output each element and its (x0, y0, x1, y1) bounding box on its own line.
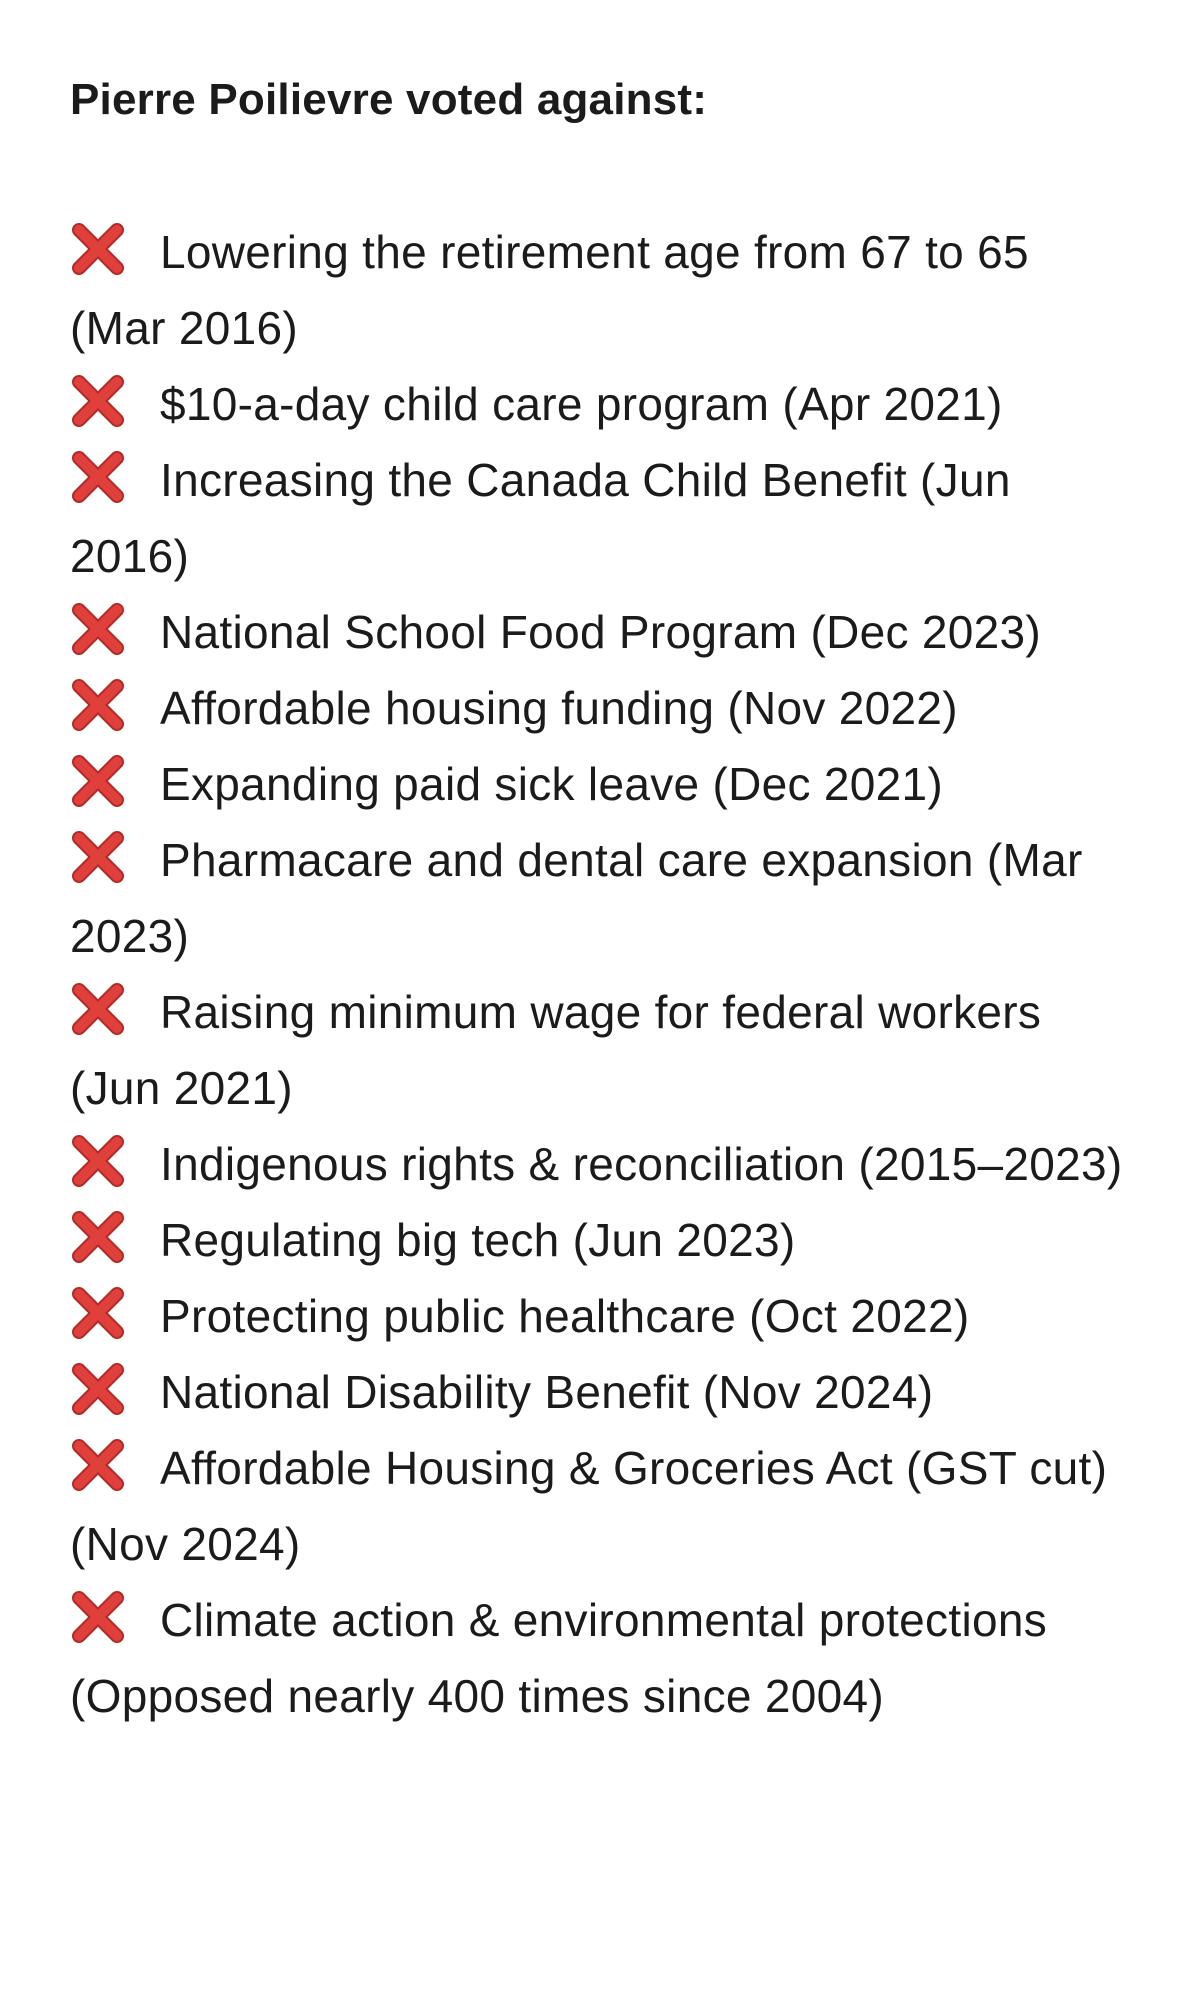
list-item-text: Regulating big tech (Jun 2023) (160, 1214, 796, 1266)
list-item (70, 670, 1130, 746)
list-item-text: National School Food Program (Dec 2023) (160, 606, 1042, 658)
list-item-text: Affordable Housing & Groceries Act (GST cut) (Nov 2024) (70, 1442, 1108, 1570)
list-item (70, 594, 1130, 670)
list-item (70, 746, 1130, 822)
list-item-text: Raising minimum wage for federal workers (Jun 2021) (70, 986, 1042, 1114)
list-item (70, 1582, 1130, 1734)
list-item (70, 1430, 1130, 1582)
cross-mark-icon (70, 1437, 126, 1493)
list-item-text: Climate action & environmental protections (Opposed nearly 400 times since 2004) (70, 1594, 1048, 1722)
list-item-text: Pharmacare and dental care expansion (Mar 2023) (70, 834, 1083, 962)
list-item-text: Increasing the Canada Child Benefit (Jun 2016) (70, 454, 1011, 582)
list-item-text: Lowering the retirement age from 67 to 65 (Mar 2016) (70, 226, 1029, 354)
cross-mark-icon (70, 221, 126, 277)
cross-mark-icon (70, 1133, 126, 1189)
cross-mark-icon (70, 1209, 126, 1265)
list-item (70, 1202, 1130, 1278)
cross-mark-icon (70, 753, 126, 809)
cross-mark-icon (70, 829, 126, 885)
vote-list (70, 214, 1130, 1734)
cross-mark-icon (70, 981, 126, 1037)
cross-mark-icon (70, 601, 126, 657)
list-item-text: Affordable housing funding (Nov 2022) (160, 682, 958, 734)
cross-mark-icon (70, 677, 126, 733)
list-item (70, 1354, 1130, 1430)
cross-mark-icon (70, 449, 126, 505)
post-body (70, 62, 1130, 1734)
list-item-text: Expanding paid sick leave (Dec 2021) (160, 758, 944, 810)
list-item (70, 822, 1130, 974)
cross-mark-icon (70, 1361, 126, 1417)
list-item (70, 442, 1130, 594)
blank-line (70, 138, 1130, 214)
cross-mark-icon (70, 1285, 126, 1341)
list-item-text: Protecting public healthcare (Oct 2022) (160, 1290, 970, 1342)
list-item-text: Indigenous rights & reconciliation (2015–2023) (160, 1138, 1123, 1190)
list-item (70, 1126, 1130, 1202)
list-item (70, 1278, 1130, 1354)
heading: Pierre Poilievre voted against: (70, 75, 708, 124)
list-item-text: National Disability Benefit (Nov 2024) (160, 1366, 934, 1418)
cross-mark-icon (70, 373, 126, 429)
list-item (70, 366, 1130, 442)
cross-mark-icon (70, 1589, 126, 1645)
list-item (70, 974, 1130, 1126)
list-item-text: $10-a-day child care program (Apr 2021) (160, 378, 1003, 430)
list-item (70, 214, 1130, 366)
